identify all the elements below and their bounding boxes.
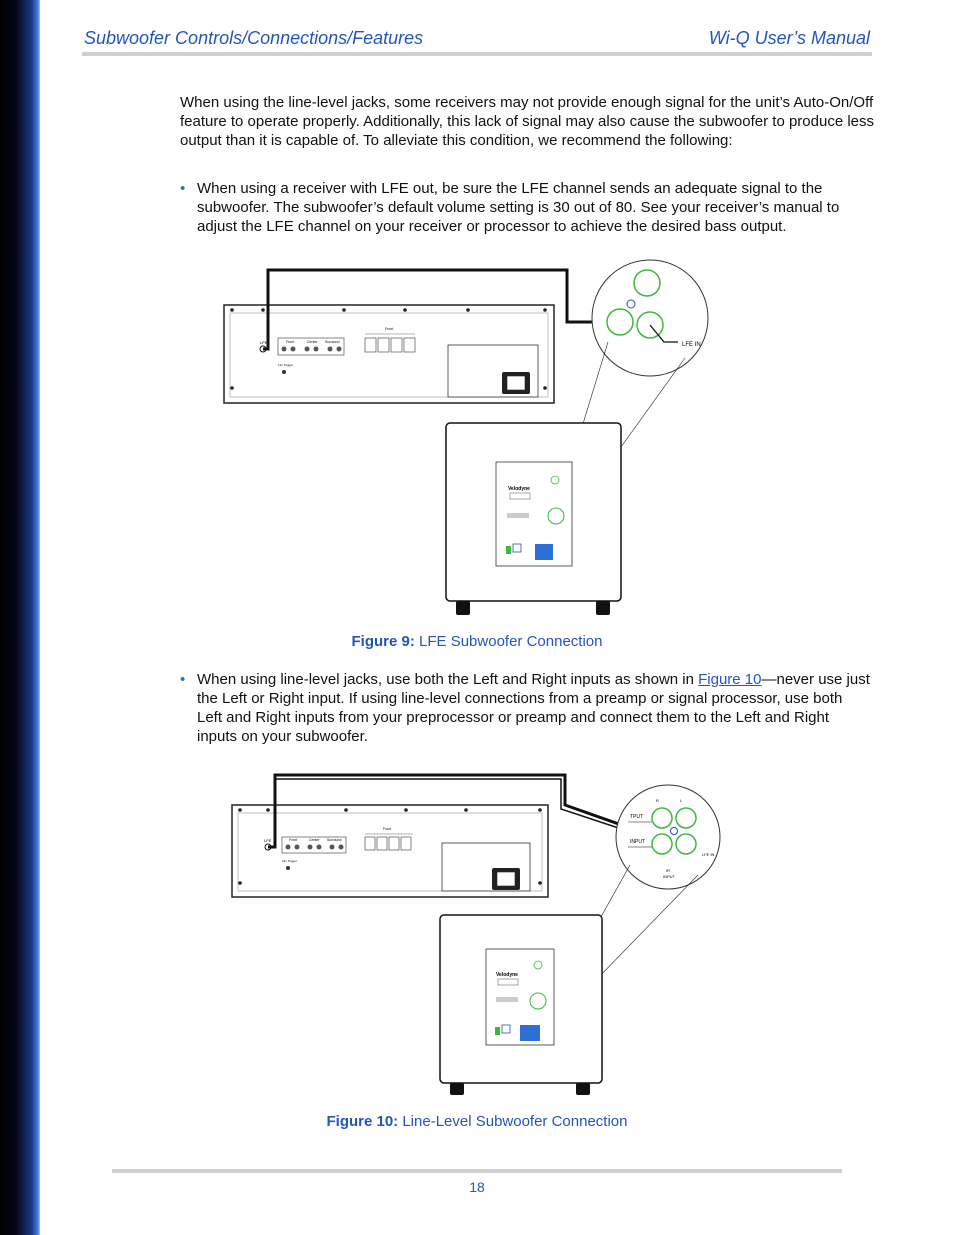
figure-10-link[interactable]: Figure 10 <box>698 671 762 688</box>
fig10-brand-label: Velodyne <box>496 972 518 978</box>
figure-9-caption-label: Figure 9: <box>351 633 415 650</box>
fig10-front-label: Front <box>289 838 298 842</box>
figure-10-diagram <box>220 765 725 1097</box>
figure-10-caption <box>0 1113 954 1130</box>
fig10-lfe-jack-label: LFE <box>264 838 272 843</box>
page-spine-bar <box>0 0 40 1235</box>
fig10-zoom-lfe-label: LFE IN <box>702 852 715 857</box>
fig10-zoom-ir-input-label: INPUT <box>663 874 675 879</box>
figure-10-caption-text: Line-Level Subwoofer Connection <box>398 1113 628 1130</box>
header-rule <box>82 52 872 56</box>
fig9-front-label: Front <box>286 340 295 344</box>
figure-9-caption <box>0 633 954 650</box>
fig9-zoom-circle <box>592 260 708 376</box>
fig9-surround-label: Surround <box>325 340 340 344</box>
header-manual-title: Wi-Q User’s Manual <box>708 28 870 48</box>
fig10-center-label: Center <box>309 838 320 842</box>
bullet-lfe <box>180 179 870 236</box>
figure-10-caption-label: Figure 10: <box>326 1113 399 1130</box>
fig10-zoom-output-label: TPUT <box>630 814 644 820</box>
bullet-line-level-text-before: When using line-level jacks, use both the Left and Right inputs as shown in <box>197 671 699 688</box>
fig9-lfe-jack-label: LFE <box>260 340 268 345</box>
fig9-brand-label: Velodyne <box>508 486 530 492</box>
bullet-dot: • <box>180 671 186 688</box>
bullet-lfe-text: When using a receiver with LFE out, be sure the LFE channel sends an adequate signal to the subwoofer. The subwoofer’s default volume setting is 30 out of 80. See your receiver’s manual to adjust the LFE channel on your receiver or processor to achieve the desired bass output. <box>197 180 840 235</box>
bullet-line-level <box>180 670 870 746</box>
bullet-dot: • <box>180 180 186 197</box>
fig9-center-label: Center <box>307 340 318 344</box>
page-number: 18 <box>469 1179 485 1195</box>
intro-paragraph: When using the line-level jacks, some receivers may not provide enough signal for the unit’s Auto-On/Off feature to operate properly. Additionally, this lack of signal may also cause the subwoofer to produce less output than it is capable of. To alleviate this condition, we recommend the following: <box>180 94 874 149</box>
fig10-zoom-l-label: L <box>680 798 683 803</box>
bullet-line-level-text-after: —never use just the Left or Right input. If using line-level connections from a preamp or signal processor, use both Left and Right inputs from your preprocessor or preamp and connect them to the Left and Right inputs on your subwoofer. <box>197 671 870 745</box>
fig10-front-top-label: Front <box>383 827 392 831</box>
figure-9-diagram <box>210 258 735 620</box>
fig10-zoom-ir-label: IR <box>666 868 670 873</box>
fig9-front-top-label: Front <box>385 327 394 331</box>
fig10-zoom-input-label: INPUT <box>630 839 645 845</box>
fig10-trigger-label: 12v Trigger <box>282 859 298 863</box>
fig10-surround-label: Surround <box>327 838 342 842</box>
fig9-trigger-label: 12v Trigger <box>278 363 294 367</box>
footer-rule <box>112 1169 842 1173</box>
figure-9-caption-text: LFE Subwoofer Connection <box>414 633 603 650</box>
header-section-title: Subwoofer Controls/Connections/Features <box>84 28 424 48</box>
fig10-zoom-r-label: R <box>656 798 659 803</box>
fig9-zoom-lfe-in-label: LFE IN <box>682 342 701 348</box>
bullet-line-level-text <box>197 670 870 746</box>
